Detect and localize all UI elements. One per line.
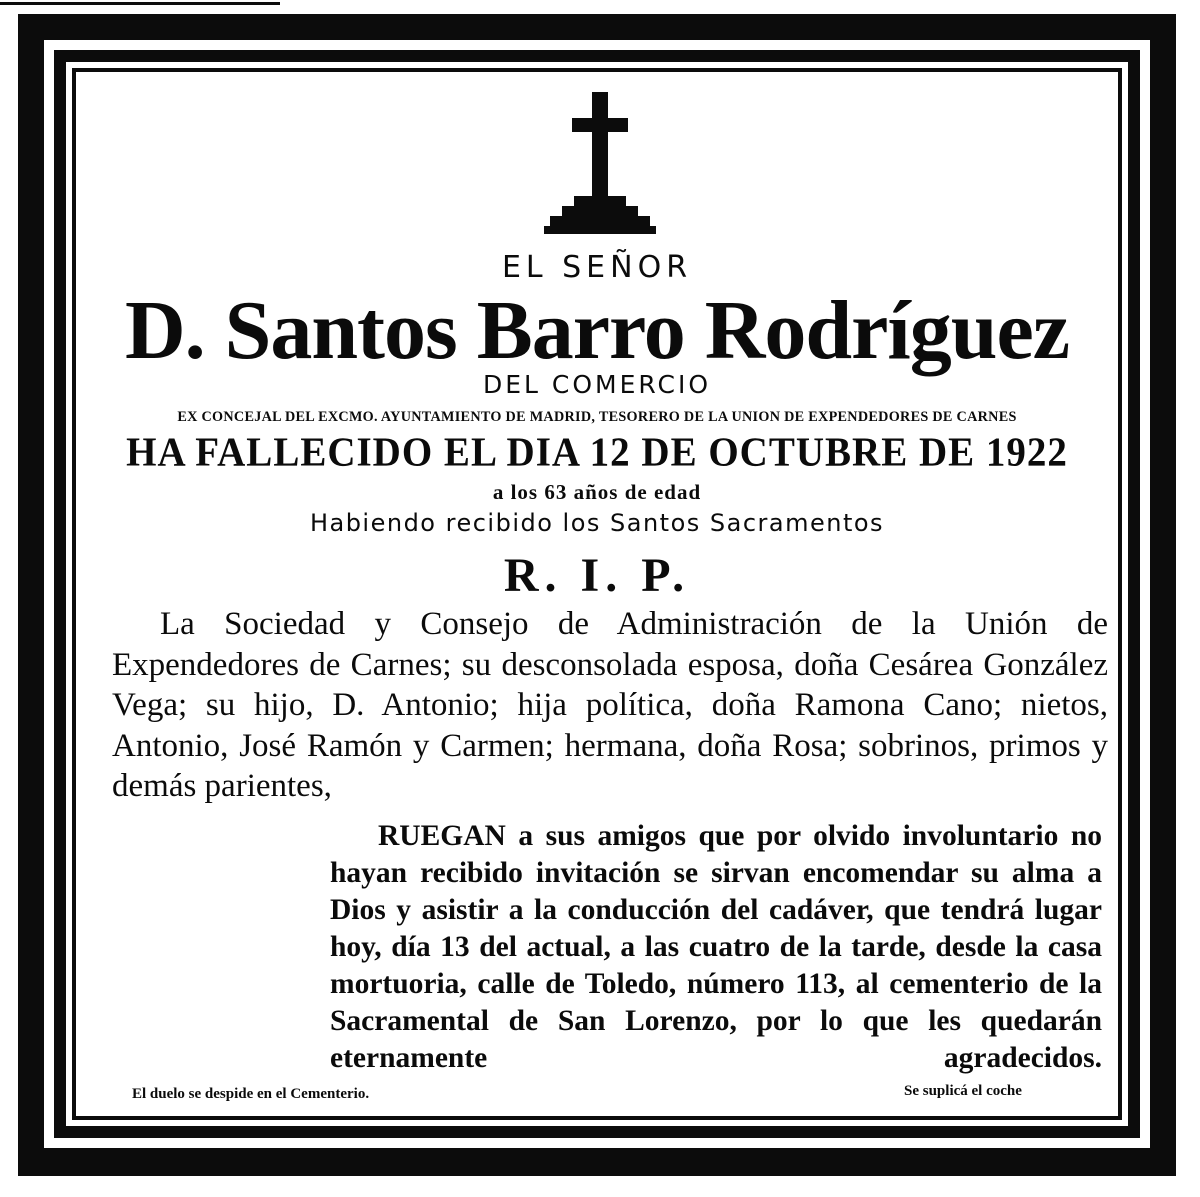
affiliation: DEL COMERCIO	[482, 370, 712, 399]
sacraments-line: Habiendo recibido los Santos Sacramentos	[309, 509, 885, 537]
death-announcement: HA FALLECIDO EL DIA 12 DE OCTUBRE DE 1922	[126, 429, 1068, 476]
top-rule	[0, 2, 280, 5]
footer-duelo: El duelo se despide en el Cementerio.	[132, 1086, 370, 1102]
age-line: a los 63 años de edad	[492, 480, 702, 504]
title-prefix: EL SEÑOR	[501, 250, 693, 285]
positions-held: EX CONCEJAL DEL EXCMO. AYUNTAMIENTO DE MADRID, TESORERO DE LA UNION DE EXPENDEDORES DE CARNES	[177, 409, 1017, 425]
family-paragraph: La Sociedad y Consejo de Administración de la Unión de Expendedores de Carnes; su desconsolada esposa, doña Cesárea González Vega; su hijo, D. Antonio; hija política, doña Ramona Cano; nietos, Antonio, José Ramón y Carmen; hermana, doña Rosa; sobrinos, primos y demás parientes,	[112, 606, 1108, 804]
deceased-name: D. Santos Barro Rodríguez	[124, 284, 1070, 377]
request-paragraph: RUEGAN a sus amigos que por olvido involuntario no hayan recibido invitación se sirvan encomendar su alma a Dios y asistir a la conducción del cadáver, que tendrá lugar hoy, día 13 del actual, a las cuatro de la tarde, desde la casa mortuoria, calle de Toledo, número 113, al cementerio de la Sacramental de San Lorenzo, por lo que les quedarán eternamente agradecidos.	[330, 820, 1102, 1074]
cross-icon	[530, 88, 670, 238]
rip-heading: R. I. P.	[503, 549, 691, 602]
footer-coche: Se suplicá el coche	[904, 1083, 1022, 1099]
